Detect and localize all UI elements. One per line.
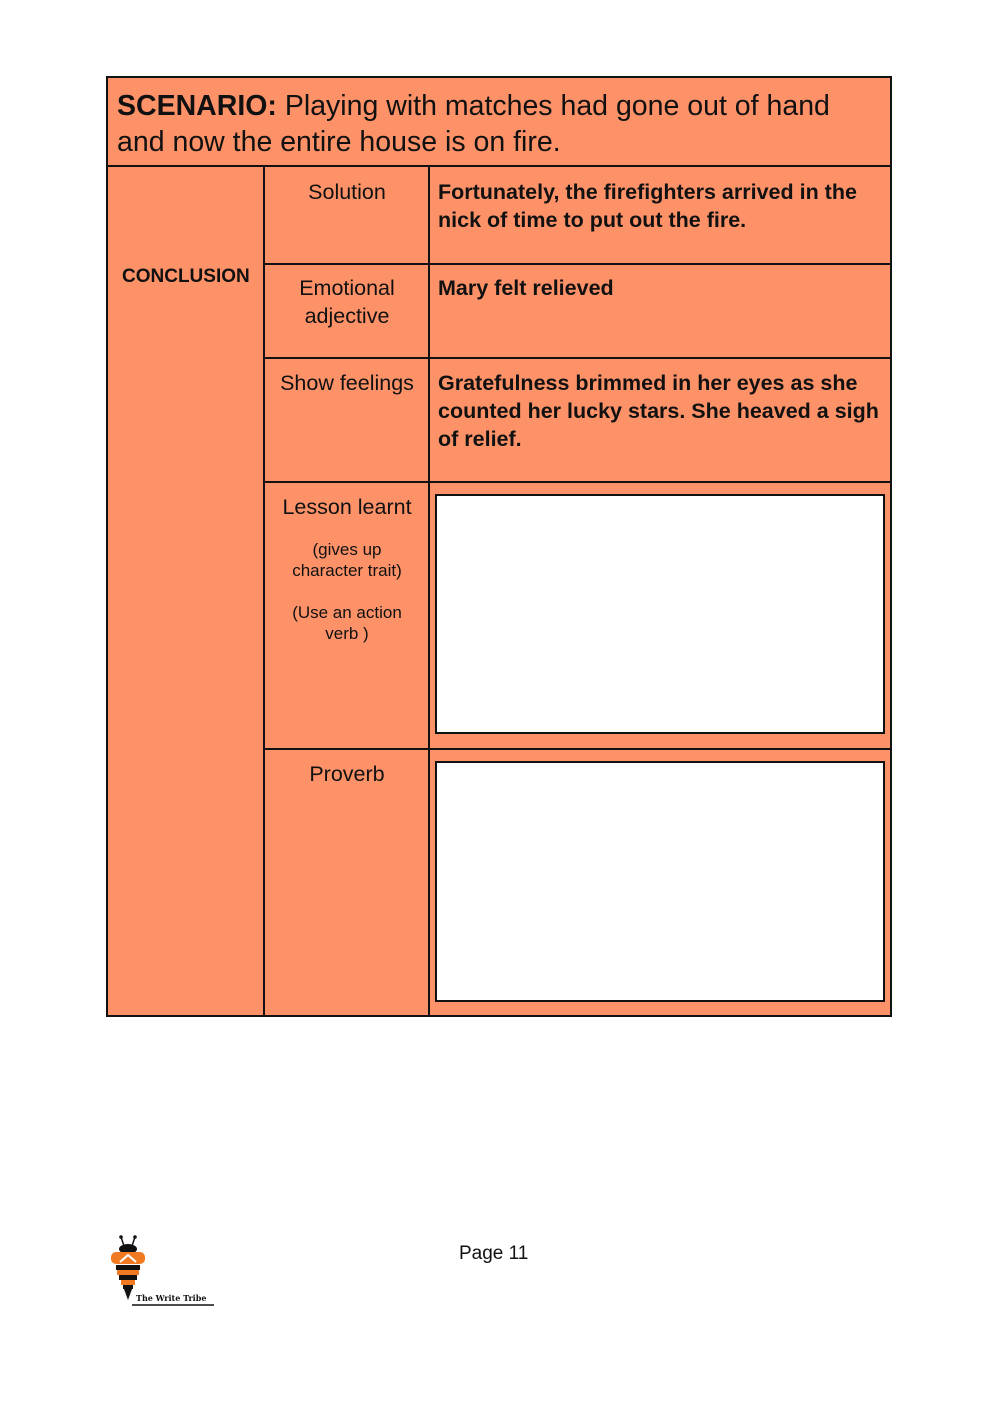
conclusion-label: CONCLUSION bbox=[122, 266, 250, 287]
row-divider bbox=[265, 748, 890, 750]
lesson-learnt-label: Lesson learnt bbox=[282, 495, 412, 519]
worksheet-table bbox=[106, 76, 892, 1017]
show-feelings-answer: Gratefulness brimmed in her eyes as she counted her lucky stars. She heaved a sigh of relief. bbox=[438, 371, 879, 451]
emotional-adjective-label: Emotional adjective bbox=[299, 276, 395, 328]
solution-answer: Fortunately, the firefighters arrived in the nick of time to put out the fire. bbox=[438, 180, 857, 232]
scenario-text: Playing with matches had gone out of hand and now the entire house is on fire. bbox=[117, 90, 830, 158]
lesson-learnt-hint-verb: (Use an action verb ) bbox=[292, 603, 402, 643]
proverb-label: Proverb bbox=[309, 762, 385, 786]
lesson-learnt-cell bbox=[266, 493, 428, 644]
emotional-adjective-answer: Mary felt relieved bbox=[438, 276, 614, 300]
page-number: Page 11 bbox=[459, 1243, 529, 1264]
row-divider bbox=[265, 357, 890, 359]
lesson-learnt-answer-box[interactable] bbox=[435, 494, 885, 734]
column-divider bbox=[428, 167, 430, 1017]
row-divider bbox=[265, 263, 890, 265]
bee-logo-icon bbox=[108, 1234, 218, 1310]
column-divider bbox=[263, 167, 265, 1017]
lesson-learnt-hint-trait: (gives up character trait) bbox=[292, 540, 402, 580]
scenario-label: SCENARIO: bbox=[117, 90, 277, 122]
row-divider bbox=[265, 481, 890, 483]
logo-text: The Write Tribe bbox=[136, 1293, 207, 1303]
show-feelings-label: Show feelings bbox=[280, 371, 414, 395]
scenario-header bbox=[108, 78, 890, 167]
proverb-answer-box[interactable] bbox=[435, 761, 885, 1002]
solution-label: Solution bbox=[308, 180, 386, 204]
